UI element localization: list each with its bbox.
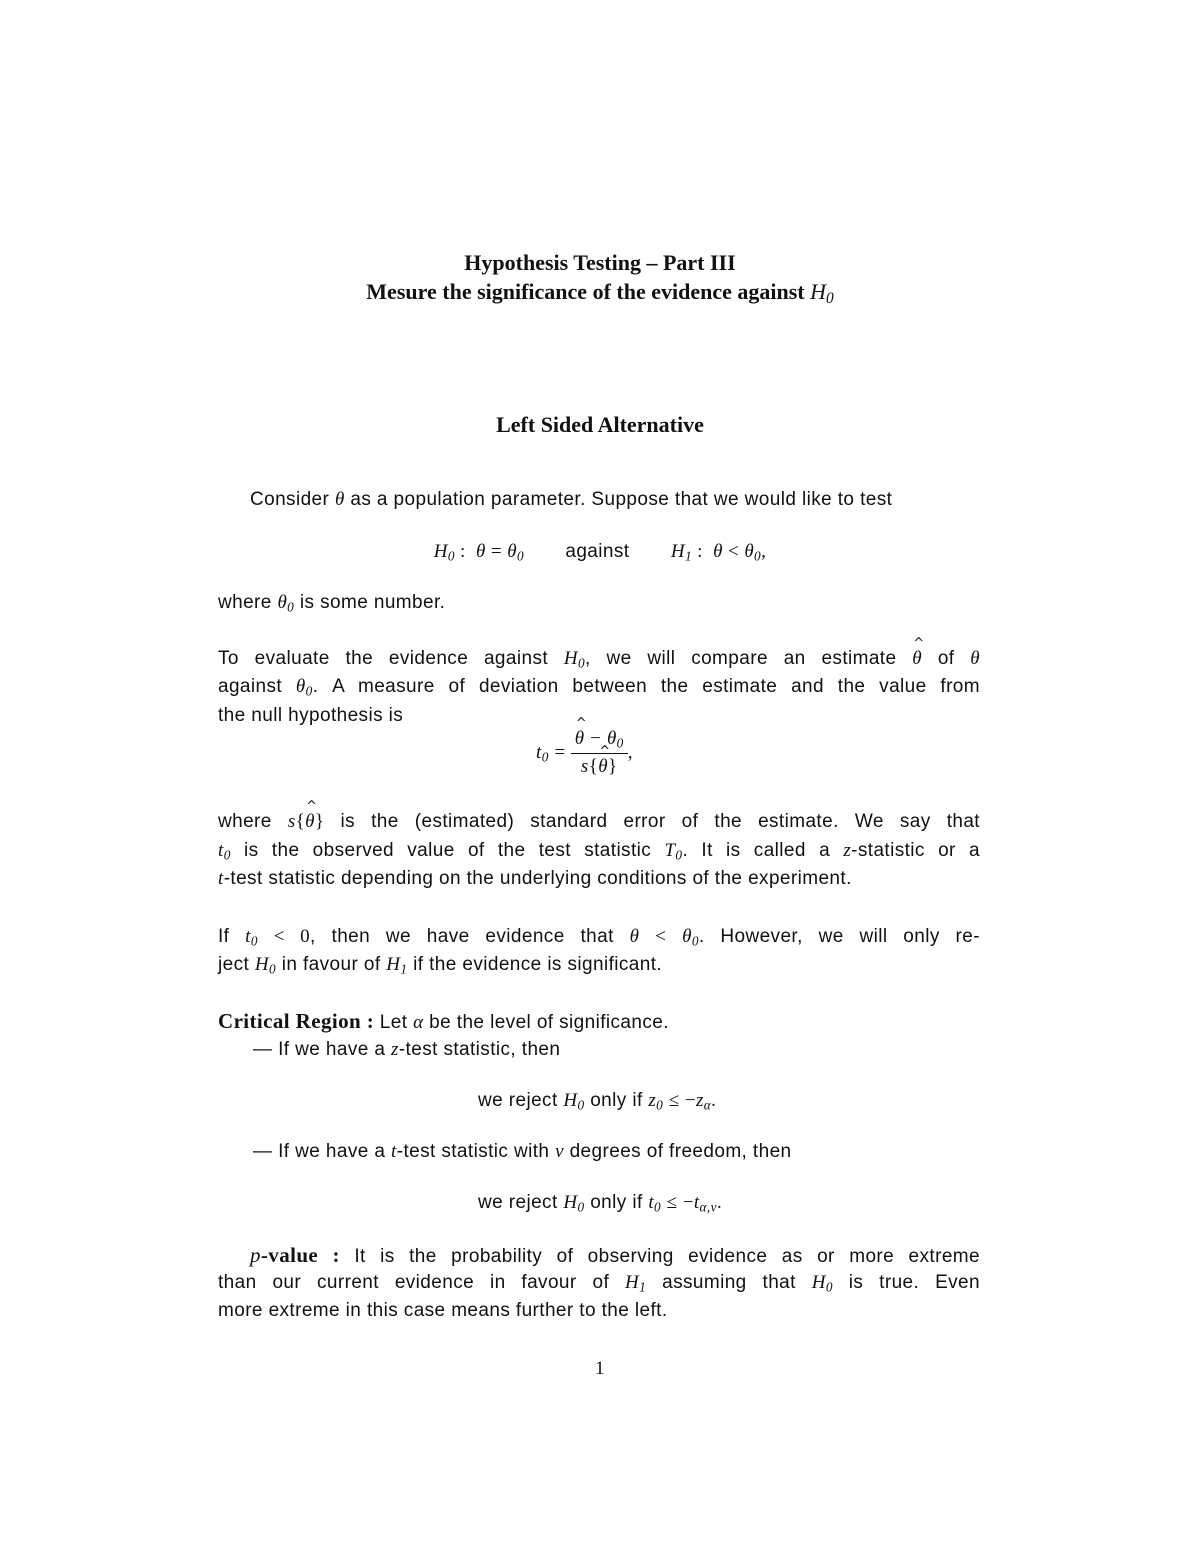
section-heading-text: Left Sided Alternative <box>496 412 704 437</box>
z-test-rule: we reject $H_0$ only if $z_0 \le -z_\alpha$. <box>478 1090 717 1113</box>
t0-formula: $t_0$ = ^ $\frac{\theta - \theta_0}{s\{\^{} \theta\}}$ , <box>536 728 633 778</box>
evidence-line-2: ject $H_0$ in favour of $H_1$ if the evidence is significant. <box>218 954 663 977</box>
page-number: 1 <box>595 1358 605 1379</box>
stderr-line-1: where s{^ θ} is the (estimated) standard error of the estimate. We say that <box>218 811 980 833</box>
pvalue-line-1: p-value : It is the probability of observing evidence as or more extreme <box>250 1243 980 1267</box>
document-subtitle <box>0 279 1200 308</box>
hypotheses-equation: $H_0$ : $\theta = \theta_0$ against $H_1$ : $\theta < \theta_0$, <box>433 541 767 564</box>
evaluate-line-3: the null hypothesis is <box>218 705 404 726</box>
title-line-2: Mesure the significance of the evidence against <box>366 279 805 304</box>
critical-region-line: Critical Region : Let α be the level of significance. <box>218 1009 669 1033</box>
section-heading <box>0 412 1200 438</box>
t-test-bullet: — If we have a t-test statistic with ν degrees of freedom, then <box>253 1141 792 1162</box>
h0-symbol: $H_0$ <box>810 279 834 307</box>
evidence-line-1: If $t_0 < 0$, then we have evidence that $\theta < \theta_0$. However, we will only re- <box>218 926 980 949</box>
where-theta0-line: where $\theta_0$ is some number. <box>218 592 446 615</box>
evaluate-line-2: against $\theta_0$. A measure of deviation between the estimate and the value from <box>218 676 981 699</box>
intro-paragraph: Consider θ as a population parameter. Suppose that we would like to test <box>250 489 893 510</box>
pvalue-heading: -value : <box>260 1243 340 1267</box>
pvalue-line-3: more extreme in this case means further to the left. <box>218 1300 668 1321</box>
critical-region-heading: Critical Region : <box>218 1009 375 1033</box>
t-test-rule: we reject $H_0$ only if $t_0 \le -t_{\alpha,\nu}$. <box>478 1192 723 1215</box>
stderr-line-3: t-test statistic depending on the underlying conditions of the experiment. <box>218 868 852 889</box>
document-title <box>0 250 1200 276</box>
stderr-line-2: $t_0$ is the observed value of the test statistic $T_0$. It is called a z-statistic or a <box>218 840 980 863</box>
pvalue-line-2: than our current evidence in favour of $H_1$ assuming that $H_0$ is true. Even <box>218 1272 980 1295</box>
z-test-bullet: — If we have a z-test statistic, then <box>253 1039 561 1060</box>
title-line-1: Hypothesis Testing – Part III <box>464 250 736 275</box>
t0-fraction: ^ $\frac{\theta - \theta_0}{s\{\^{} \theta\}}$ <box>571 728 628 778</box>
evaluate-line-1: To evaluate the evidence against $H_0$, we will compare an estimate ^ θ of θ <box>218 648 980 671</box>
